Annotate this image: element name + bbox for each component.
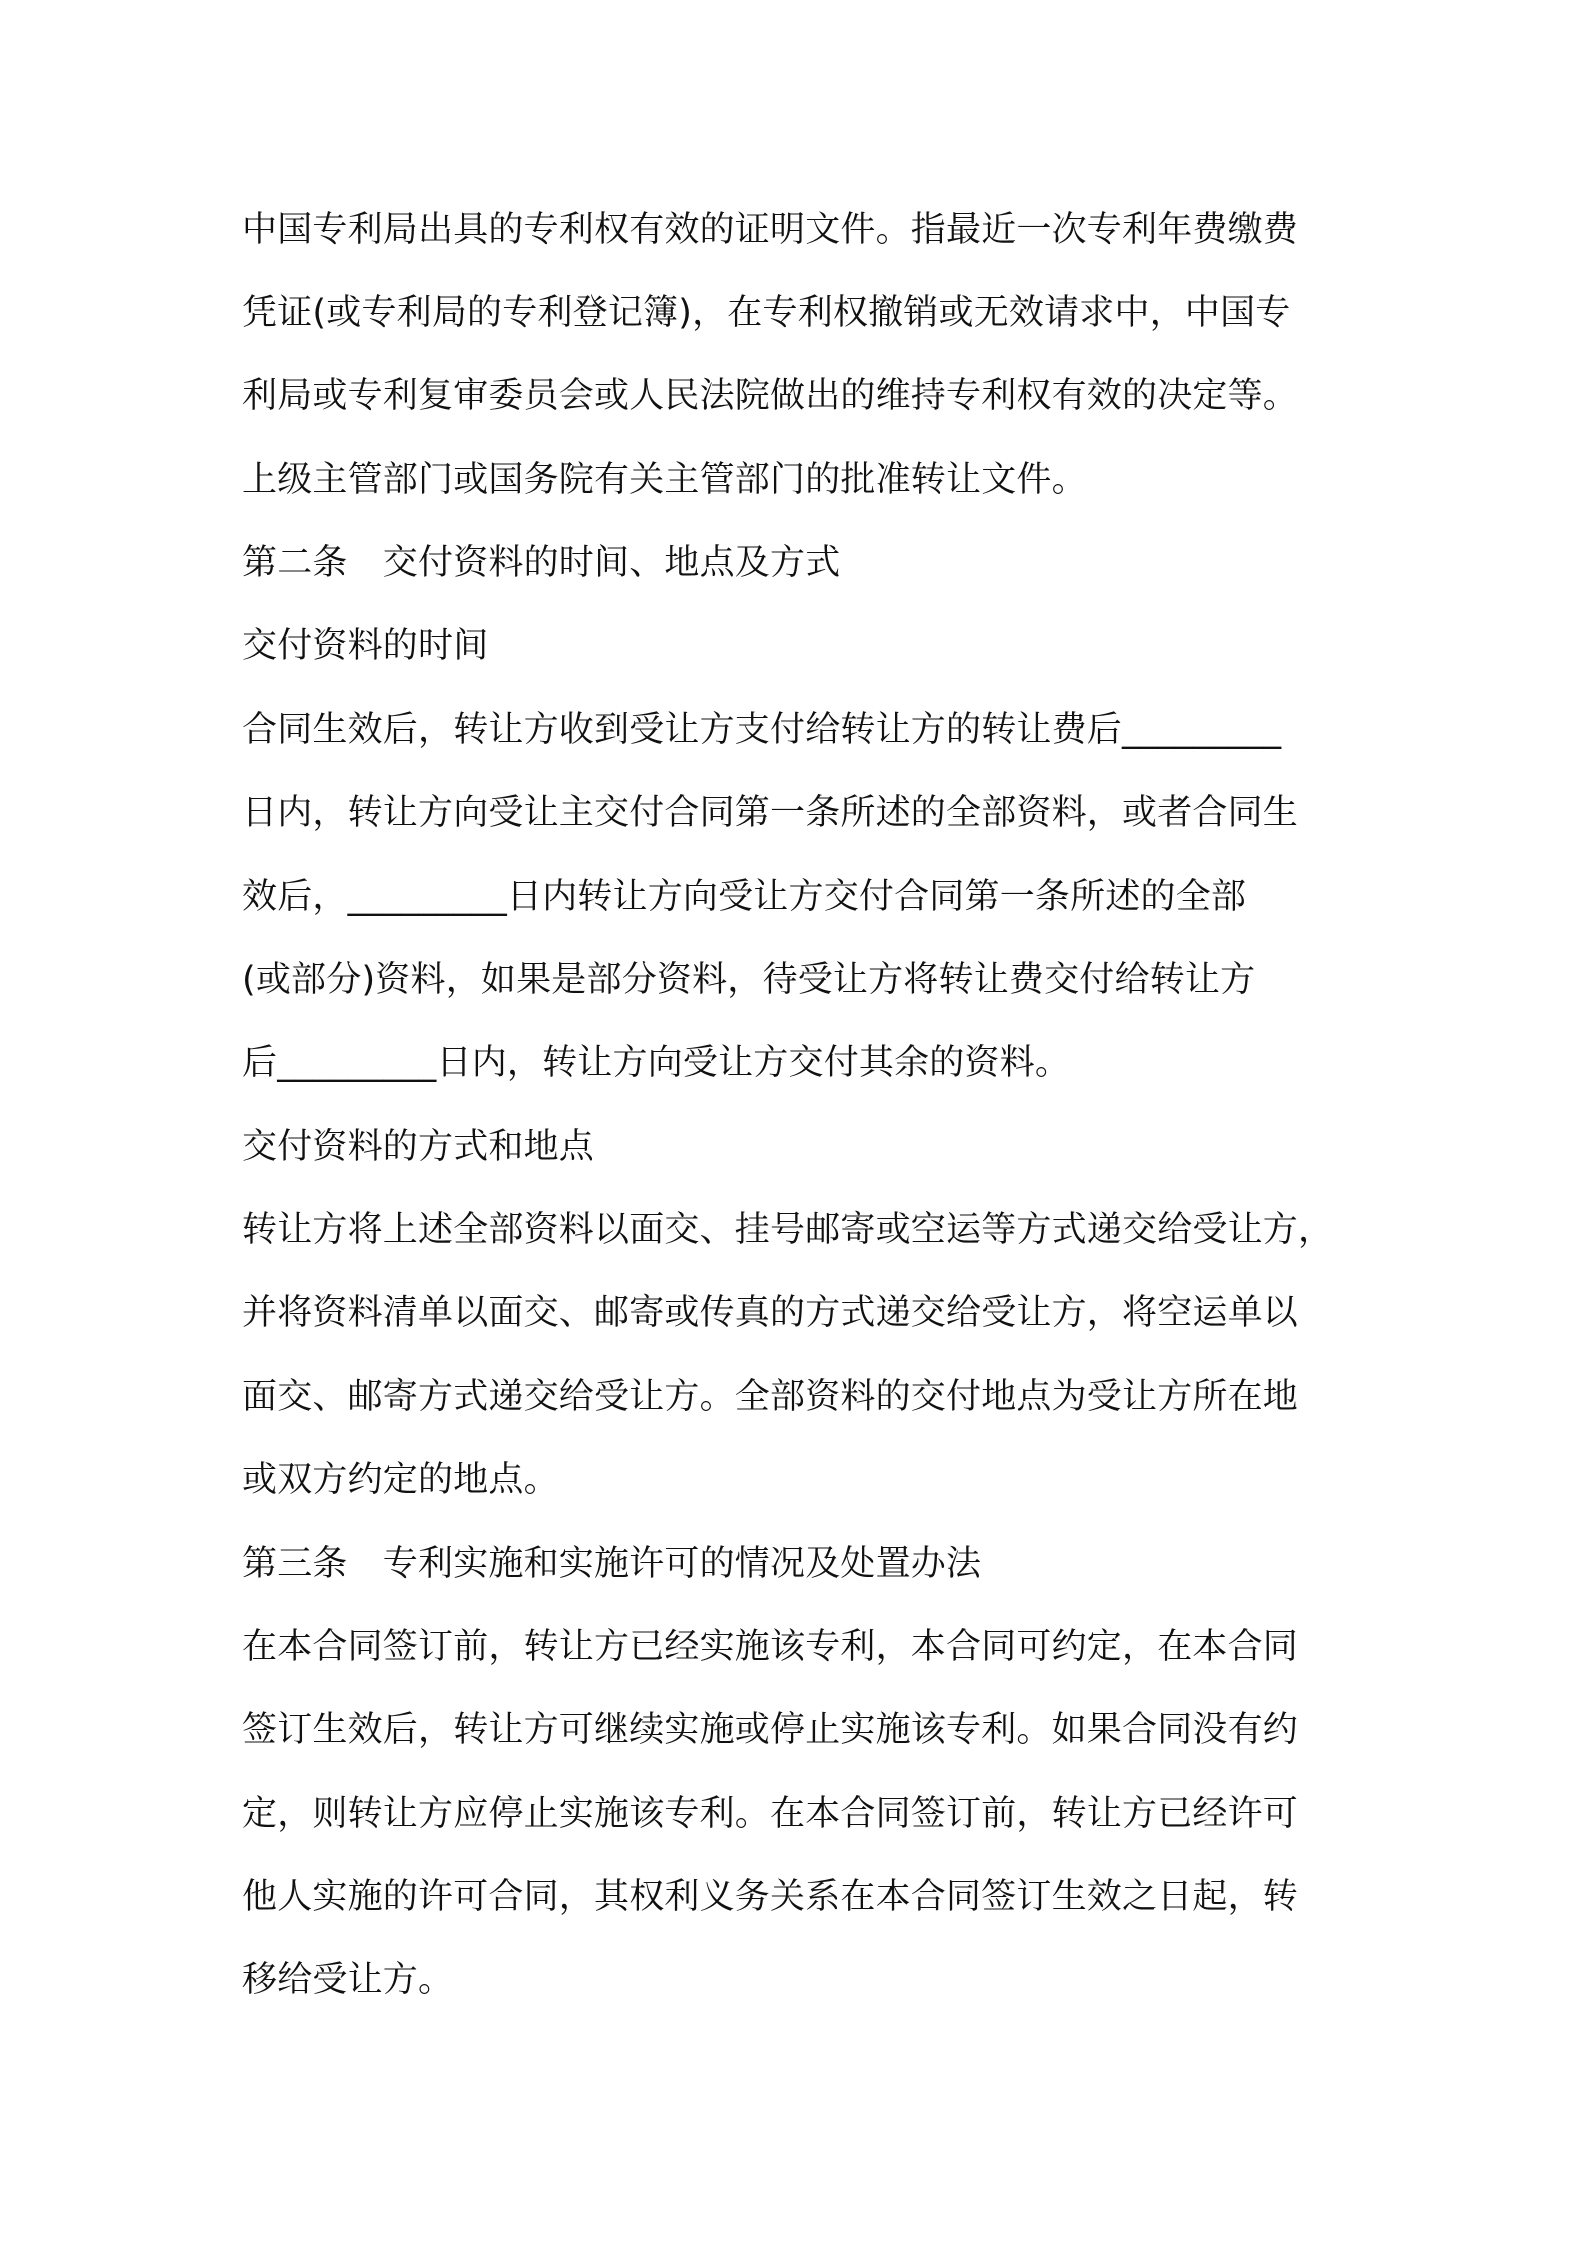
paragraph-line: 合同生效后，转让方收到受让方支付给转让方的转让费后_________ [242, 710, 1282, 750]
section-heading: 第三条 专利实施和实施许可的情况及处置办法 [242, 1544, 982, 1584]
paragraph-line: 凭证(或专利局的专利登记簿)，在专利权撤销或无效请求中，中国专 [242, 293, 1291, 333]
paragraph-line: 后_________日内，转让方向受让方交付其余的资料。 [242, 1043, 1071, 1083]
paragraph-line: 并将资料清单以面交、邮寄或传真的方式递交给受让方，将空运单以 [242, 1293, 1299, 1333]
paragraph-line: 定，则转让方应停止实施该专利。在本合同签订前，转让方已经许可 [242, 1794, 1299, 1834]
paragraph-line: 移给受让方。 [242, 1960, 454, 2000]
paragraph-line: 利局或专利复审委员会或人民法院做出的维持专利权有效的决定等。 [242, 376, 1299, 416]
paragraph-line: 中国专利局出具的专利权有效的证明文件。指最近一次专利年费缴费 [242, 210, 1299, 250]
paragraph-line: 日内，转让方向受让主交付合同第一条所述的全部资料，或者合同生 [242, 793, 1299, 833]
paragraph-line: 他人实施的许可合同，其权利义务关系在本合同签订生效之日起，转 [242, 1877, 1299, 1917]
paragraph-line: 签订生效后，转让方可继续实施或停止实施该专利。如果合同没有约 [242, 1710, 1299, 1750]
paragraph-line: 效后，_________日内转让方向受让方交付合同第一条所述的全部 [242, 877, 1247, 917]
subsection-heading: 交付资料的时间 [242, 626, 489, 666]
paragraph-line: 转让方将上述全部资料以面交、挂号邮寄或空运等方式递交给受让方， [242, 1210, 1334, 1250]
paragraph-line: 上级主管部门或国务院有关主管部门的批准转让文件。 [242, 460, 1087, 500]
section-heading: 第二条 交付资料的时间、地点及方式 [242, 543, 841, 583]
paragraph-line: 在本合同签订前，转让方已经实施该专利，本合同可约定，在本合同 [242, 1627, 1299, 1667]
paragraph-line: 或双方约定的地点。 [242, 1460, 559, 1500]
paragraph-line: 面交、邮寄方式递交给受让方。全部资料的交付地点为受让方所在地 [242, 1377, 1299, 1417]
subsection-heading: 交付资料的方式和地点 [242, 1127, 595, 1167]
paragraph-line: (或部分)资料，如果是部分资料，待受让方将转让费交付给转让方 [242, 960, 1256, 1000]
